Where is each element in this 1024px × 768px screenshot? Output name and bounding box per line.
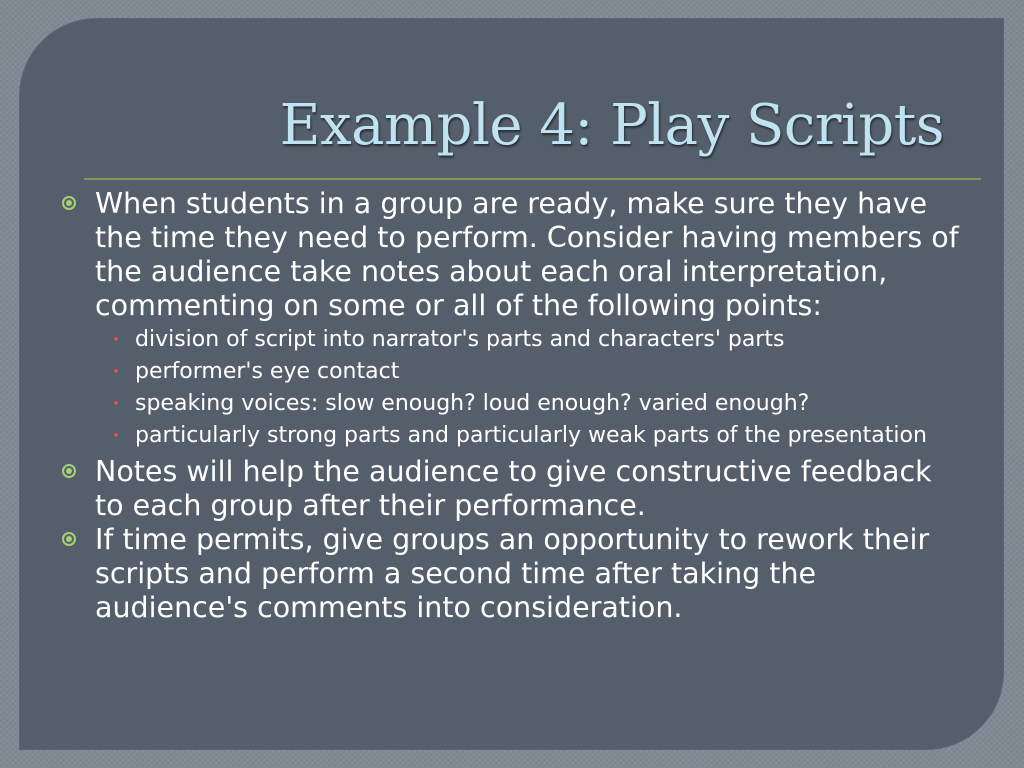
circled-dot-icon [62,196,76,210]
sub-bullet-list [95,327,967,449]
bullet-text: If time permits, give groups an opportunity to rework their scripts and perform a second time after taking the audience's comments into consideration. [95,523,930,624]
bullet-item [62,187,967,449]
sub-bullet-text: speaking voices: slow enough? loud enough? varied enough? [135,391,810,416]
bullet-list [62,187,967,625]
sub-bullet-item [95,327,967,353]
bullet-text: When students in a group are ready, make sure they have the time they need to perform. Consider having members of the audience take notes about each oral interpretation, commenting on some or all of the following points: [95,187,959,322]
bullet-item [62,455,967,523]
sub-bullet-text: particularly strong parts and particularly weak parts of the presentation [135,423,927,448]
bullet-text: Notes will help the audience to give constructive feedback to each group after their performance. [95,455,932,522]
small-dot-icon: • [112,364,121,380]
sub-bullet-item [95,423,967,449]
circled-dot-icon [62,464,76,478]
small-dot-icon: • [112,332,121,348]
slide-title: Example 4: Play Scripts [279,93,944,158]
sub-bullet-item [95,359,967,385]
bullet-item [62,523,967,625]
sub-bullet-text: performer's eye contact [135,359,400,384]
slide-content [62,187,967,625]
sub-bullet-item [95,391,967,417]
small-dot-icon: • [112,396,121,412]
sub-bullet-text: division of script into narrator's parts and characters' parts [135,327,785,352]
small-dot-icon: • [112,428,121,444]
circled-dot-icon [62,532,76,546]
title-divider [84,178,981,180]
